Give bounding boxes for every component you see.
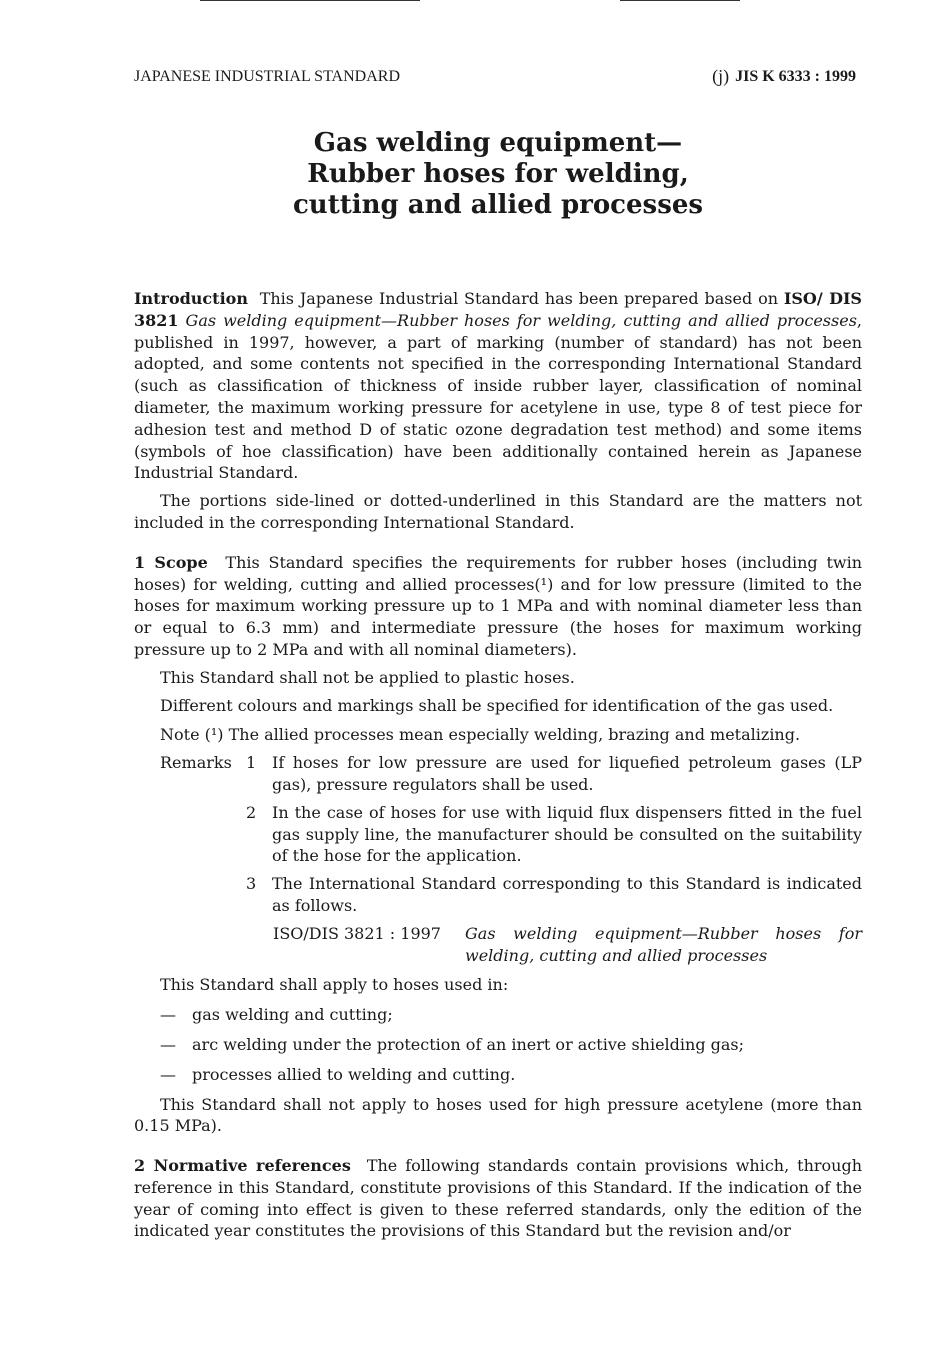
list-item-text: gas welding and cutting; xyxy=(192,1005,393,1025)
scope-note: Note (¹) The allied processes mean especially welding, brazing and metalizing. xyxy=(160,725,801,745)
header-standard-code xyxy=(712,66,856,87)
intro-paragraph-2: The portions side-lined or dotted-underlined in this Standard are the matters not included in the corresponding International Standard. xyxy=(134,491,862,532)
intro-iso-title: Gas welding equipment—Rubber hoses for welding, cutting and allied processes xyxy=(185,310,857,330)
dash-bullet: — xyxy=(160,1005,176,1025)
intro-text-2: , published in 1997, however, a part of marking (number of standard) has not been adopted, and some contents not specified in the corresponding International Standard (such as classification of thickness of inside rubber layer, classification of nominal diameter, the maximum working pressure for acetylene in use, type 8 of test piece for adhesion test and method D of static ozone degradation test method) and some items (symbols of hoe classification) have been additionally contained herein as Japanese Industrial Standard. xyxy=(134,310,862,483)
scope-plastic-hoses: This Standard shall not be applied to plastic hoses. xyxy=(160,667,575,687)
title-line-1: Gas welding equipment— xyxy=(313,128,683,158)
list-item xyxy=(134,1064,862,1086)
remark-number: 1 xyxy=(246,753,257,773)
normative-text: The following standards contain provisions which, through reference in this Standard, constitute provisions of this Standard. If the indication of the year of coming into effect is given to these referred standards, only the edition of the indicated year constitutes the provisions of this Standard but the revision and/or xyxy=(134,1156,863,1241)
ref-title: Gas welding equipment—Rubber hoses for welding, cutting and allied processes xyxy=(465,923,862,965)
intro-heading: Introduction xyxy=(134,289,248,308)
list-item-text: arc welding under the protection of an inert or active shielding gas; xyxy=(192,1034,745,1054)
remark-number: 2 xyxy=(246,802,257,822)
normative-heading: 2 Normative references xyxy=(134,1156,351,1176)
document-body xyxy=(134,288,862,1242)
dash-bullet: — xyxy=(160,1034,176,1054)
intro-iso-ref: ISO/ DIS 3821 xyxy=(134,289,862,330)
page-header xyxy=(134,66,856,87)
document-title xyxy=(134,128,862,221)
scope-heading: 1 Scope xyxy=(134,552,208,572)
top-scan-rule xyxy=(200,0,420,1)
remark-1 xyxy=(134,752,862,796)
remark-text: If hoses for low pressure are used for liquefied petroleum gases (LP gas), pressure regulators shall be used. xyxy=(272,753,862,794)
dash-bullet: — xyxy=(160,1064,176,1084)
remark-2 xyxy=(134,802,862,867)
intro-paragraph xyxy=(134,288,862,484)
scope-colours: Different colours and markings shall be specified for identification of the gas used. xyxy=(160,695,834,715)
remarks-label: Remarks xyxy=(160,753,232,773)
normative-paragraph xyxy=(134,1155,862,1242)
title-line-2: Rubber hoses for welding, xyxy=(307,159,689,189)
ref-code: ISO/DIS 3821 : 1997 xyxy=(273,923,441,943)
scope-apply-intro: This Standard shall apply to hoses used in: xyxy=(160,975,509,995)
header-standard-name: JAPANESE INDUSTRIAL STANDARD xyxy=(134,67,400,85)
corresponding-standard-ref xyxy=(134,923,862,967)
title-line-3: cutting and allied processes xyxy=(292,190,704,220)
list-item xyxy=(134,1034,862,1056)
jis-mark-icon: (j) xyxy=(712,66,730,86)
top-scan-rule-right xyxy=(620,0,740,1)
standard-number: JIS K 6333 : 1999 xyxy=(735,67,856,85)
list-item-text: processes allied to welding and cutting. xyxy=(192,1064,516,1084)
scope-text: This Standard specifies the requirements for rubber hoses (including twin hoses) for welding, cutting and allied processes(¹) and for low pressure (limited to the hoses for maximum working pressure up to 1 MPa and with nominal diameter less than or equal to 6.3 mm) and intermediate pressure (the hoses for maximum working pressure up to 2 MPa and with all nominal diameters). xyxy=(134,552,863,659)
scope-paragraph xyxy=(134,552,862,661)
remark-number: 3 xyxy=(246,874,257,894)
remark-3 xyxy=(134,873,862,917)
list-item xyxy=(134,1004,862,1026)
remark-text: The International Standard corresponding to this Standard is indicated as follows. xyxy=(272,874,862,915)
scope-exclusion: This Standard shall not apply to hoses used for high pressure acetylene (more than 0.15 MPa). xyxy=(134,1094,862,1136)
remark-text: In the case of hoses for use with liquid flux dispensers fitted in the fuel gas supply line, the manufacturer should be consulted on the suitability of the hose for the application. xyxy=(272,802,862,866)
intro-text-1: This Japanese Industrial Standard has been prepared based on xyxy=(259,289,784,308)
